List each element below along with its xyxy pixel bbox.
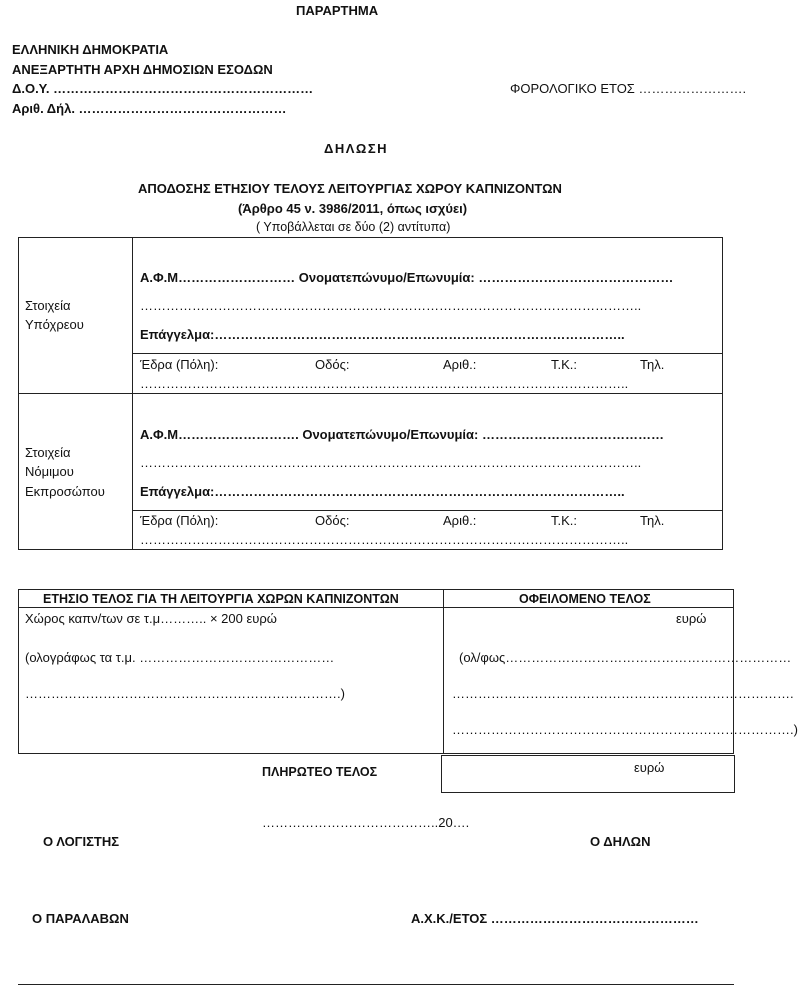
payable-fee-label: ΠΛΗΡΩΤΕΟ ΤΕΛΟΣ — [262, 765, 378, 779]
copies-note: ( Υποβάλλεται σε δύο (2) αντίτυπα) — [256, 220, 451, 234]
taxpayer-address-field[interactable]: ………………………………………………………………………………………………….. — [140, 376, 629, 391]
taxpayer-number-label: Αριθ.: — [443, 357, 477, 372]
protocol-number-field[interactable]: Α.Χ.Κ./ΕΤΟΣ ………………………………………… — [411, 911, 699, 926]
declaration-subtitle: ΑΠΟΔΟΣΗΣ ΕΤΗΣΙΟΥ ΤΕΛΟΥΣ ΛΕΙΤΟΥΡΓΙΑΣ ΧΩΡΟΥ ΚΑΠΝΙΖΟΝΤΩΝ — [138, 181, 562, 196]
accountant-signature-label: Ο ΛΟΓΙΣΤΗΣ — [43, 834, 120, 849]
representative-address-field[interactable]: ………………………………………………………………………………………………….. — [140, 532, 629, 547]
annex-title: ΠΑΡΑΡΤΗΜΑ — [296, 3, 379, 18]
representative-profession-field[interactable]: Επάγγελμα:………………………………………………………………………………….. — [140, 484, 625, 499]
representative-label-1: Στοιχεία — [25, 445, 71, 460]
fee-table-right-header: ΟΦΕΙΛΟΜΕΝΟ ΤΕΛΟΣ — [519, 592, 651, 606]
date-field[interactable]: …………………………………..20…. — [262, 815, 470, 830]
due-fee-currency: ευρώ — [676, 611, 707, 626]
representative-afm-name-field[interactable]: Α.Φ.Μ………………………. Ονοματεπώνυμο/Επωνυμία: …………………………………… — [140, 427, 664, 442]
receiver-signature-label: Ο ΠΑΡΑΛΑΒΩΝ — [32, 911, 129, 926]
taxpayer-label-1: Στοιχεία — [25, 298, 71, 313]
representative-street-label: Οδός: — [315, 513, 350, 528]
representative-seat-label: Έδρα (Πόλη): — [140, 513, 219, 528]
taxpayer-street-label: Οδός: — [315, 357, 350, 372]
payable-fee-box[interactable] — [441, 755, 735, 793]
area-in-words-continuation[interactable]: ……………………………………………………………….) — [25, 686, 345, 701]
representative-label-2: Νόμιμου — [25, 464, 74, 479]
representative-number-label: Αριθ.: — [443, 513, 477, 528]
republic-label: ΕΛΛΗΝΙΚΗ ΔΗΜΟΚΡΑΤΙΑ — [12, 42, 169, 57]
tax-year-field[interactable]: ΦΟΡΟΛΟΓΙΚΟ ΕΤΟΣ ……………………. — [510, 81, 747, 96]
tax-office-field[interactable]: Δ.Ο.Υ. …………………………………………………… — [12, 81, 314, 96]
bottom-rule — [18, 984, 734, 985]
area-in-words-field[interactable]: (ολογράφως τα τ.μ. ……………………………………… — [25, 650, 335, 665]
amount-in-words-continuation-1[interactable]: ……………………………………………………………………. — [452, 686, 794, 701]
taxpayer-name-continuation[interactable]: …………………………………………………………………………………………………….. — [140, 298, 642, 313]
smoking-area-field[interactable]: Χώρος καπν/των σε τ.μ……….. × 200 ευρώ — [25, 611, 277, 626]
amount-in-words-continuation-2[interactable]: …………………………………………………………………….) — [452, 722, 798, 737]
amount-in-words-field[interactable]: (ολ/φως………………………………………………………… — [459, 650, 792, 665]
representative-postal-label: Τ.Κ.: — [551, 513, 578, 528]
declaration-title: ΔΗΛΩΣΗ — [324, 141, 389, 156]
article-reference: (Άρθρο 45 ν. 3986/2011, όπως ισχύει) — [238, 201, 468, 216]
taxpayer-label-2: Υπόχρεου — [25, 317, 84, 332]
taxpayer-phone-label: Τηλ. — [640, 357, 665, 372]
payable-fee-currency: ευρώ — [634, 760, 665, 775]
declarant-signature-label: Ο ΔΗΛΩΝ — [590, 834, 651, 849]
taxpayer-postal-label: Τ.Κ.: — [551, 357, 578, 372]
taxpayer-seat-label: Έδρα (Πόλη): — [140, 357, 219, 372]
representative-phone-label: Τηλ. — [640, 513, 665, 528]
taxpayer-afm-name-field[interactable]: Α.Φ.Μ……………………… Ονοματεπώνυμο/Επωνυμία: ……………………………………… — [140, 270, 674, 285]
fee-table-left-header: ΕΤΗΣΙΟ ΤΕΛΟΣ ΓΙΑ ΤΗ ΛΕΙΤΟΥΡΓΙΑ ΧΩΡΩΝ ΚΑΠΝΙΖΟΝΤΩΝ — [43, 592, 399, 606]
representative-label-3: Εκπροσώπου — [25, 484, 105, 499]
declaration-number-field[interactable]: Αριθ. Δήλ. ………………………………………… — [12, 101, 287, 116]
taxpayer-profession-field[interactable]: Επάγγελμα:………………………………………………………………………………….. — [140, 327, 625, 342]
authority-label: ΑΝΕΞΑΡΤΗΤΗ ΑΡΧΗ ΔΗΜΟΣΙΩΝ ΕΣΟΔΩΝ — [12, 62, 273, 77]
representative-name-continuation[interactable]: …………………………………………………………………………………………………….. — [140, 455, 642, 470]
